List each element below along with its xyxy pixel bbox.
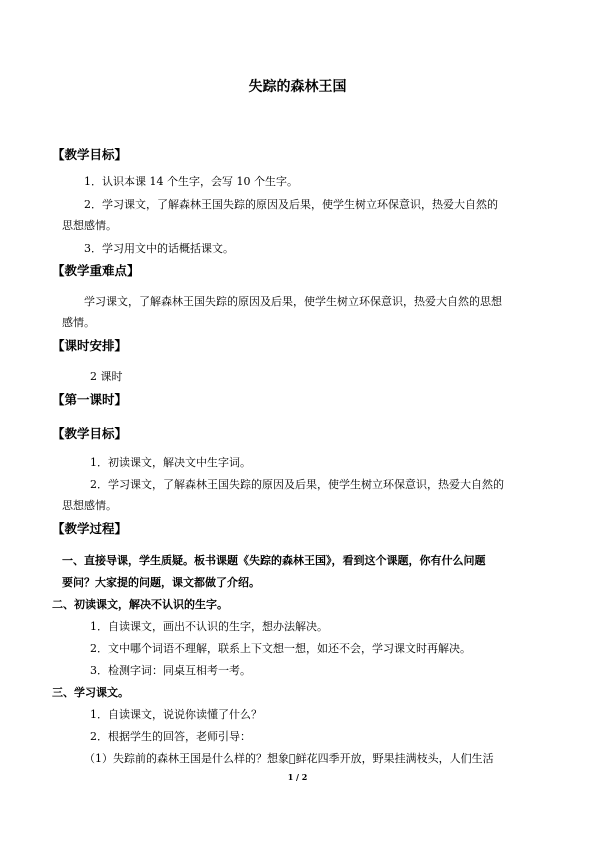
process-step-3-item-1: 1．自读课文，说说你读懂了什么？ <box>90 708 262 721</box>
schedule-text: 2 课时 <box>90 370 123 383</box>
process-step-1-line-2: 要问？大家提的问题，课文都做了介绍。 <box>62 576 260 589</box>
process-step-2-item-3: 3．检测字词：同桌互相考一考。 <box>90 664 251 677</box>
goal-item-1: 1．认识本课 14 个生字，会写 10 个生字。 <box>84 175 298 188</box>
process-step-1-line-1: 一、直接导课，学生质疑。板书课题《失踪的森林王国》，看到这个课题，你有什么问题 <box>62 554 486 567</box>
process-step-3-sub-1: （1）失踪前的森林王国是什么样的？想象 鲜花四季开放，野果挂满枝头，人们生活 <box>84 752 494 765</box>
goal-item-3: 3．学习用文中的话概括课文。 <box>84 242 234 255</box>
key-points-line-2: 感情。 <box>62 316 95 329</box>
document-title: 失踪的森林王国 <box>248 79 347 95</box>
process-step-2-heading: 二、初读课文，解决不认识的生字。 <box>52 598 228 611</box>
lesson-goal-item-2-line-2: 思想感情。 <box>62 499 117 512</box>
process-step-3-heading: 三、学习课文。 <box>52 686 129 699</box>
lesson-goal-item-1: 1．初读课文，解决文中生字词。 <box>90 456 251 469</box>
key-points-line-1: 学习课文，了解森林王国失踪的原因及后果，使学生树立环保意识，热爱大自然的思想 <box>84 295 502 308</box>
process-step-3-item-2: 2．根据学生的回答，老师引导： <box>90 730 251 743</box>
section-heading-teaching-process: 【教学过程】 <box>52 521 128 536</box>
lesson-goal-item-2-line-1: 2．学习课文，了解森林王国失踪的原因及后果，使学生树立环保意识，热爱大自然的 <box>90 478 504 491</box>
section-heading-first-lesson: 【第一课时】 <box>52 392 128 407</box>
section-heading-schedule: 【课时安排】 <box>52 338 128 353</box>
goal-item-2-line-1: 2．学习课文，了解森林王国失踪的原因及后果，使学生树立环保意识，热爱大自然的 <box>84 198 498 211</box>
section-heading-lesson-goals: 【教学目标】 <box>52 426 128 441</box>
section-heading-key-points: 【教学重难点】 <box>52 263 140 278</box>
page-number: 1 / 2 <box>287 772 308 782</box>
process-step-2-item-1: 1．自读课文，画出不认识的生字，想办法解决。 <box>90 620 328 633</box>
process-step-2-item-2: 2．文中哪个词语不理解，联系上下文想一想，如还不会，学习课文时再解决。 <box>90 642 471 655</box>
goal-item-2-line-2: 思想感情。 <box>62 219 117 232</box>
section-heading-teaching-goals: 【教学目标】 <box>52 147 128 162</box>
